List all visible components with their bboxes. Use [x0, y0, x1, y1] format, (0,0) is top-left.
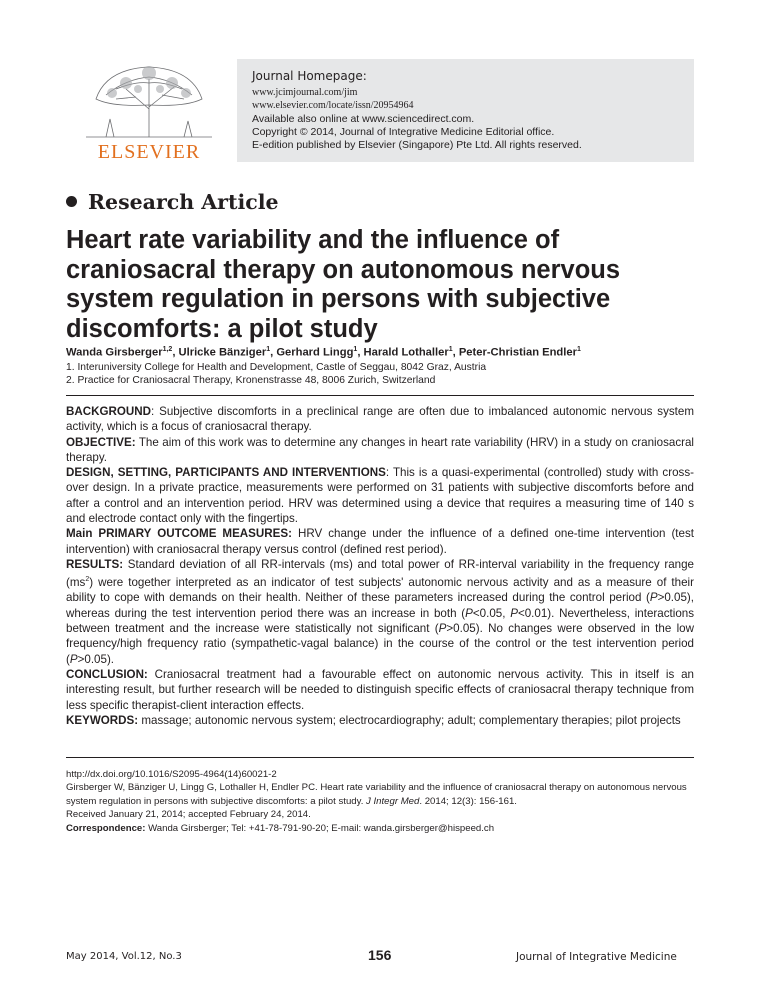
keywords-label: KEYWORDS: [66, 713, 139, 727]
journal-url[interactable]: www.jcimjournal.com/jim [252, 87, 358, 98]
page-number: 156 [368, 947, 392, 963]
p-value-symbol: P [438, 622, 447, 636]
abstract-keywords [66, 713, 694, 728]
doi-link[interactable]: http://dx.doi.org/10.1016/S2095-4964(14)60021-2 [66, 769, 277, 780]
author-affiliation-mark: 1 [576, 346, 581, 353]
journal-abbrev: J Integr Med [366, 795, 420, 807]
p-value-symbol: P [649, 591, 658, 605]
results-text: <0.05, [472, 606, 511, 620]
reference [66, 781, 694, 808]
divider [66, 757, 694, 758]
p-value-symbol: P [69, 652, 78, 666]
author-name: Wanda Girsberger [66, 346, 163, 359]
author-name: Harald Lothaller [363, 346, 449, 359]
results-text: >0.05). No changes were observed in the low frequency/high frequency ratio (sympathetic-vagal balance) in the course of the control or the test intervention period ( [66, 622, 695, 666]
objective-text: The aim of this work was to determine any changes in heart rate variability (HRV) in a study on craniosacral therapy. [66, 435, 694, 464]
journal-info-box [237, 59, 694, 162]
results-label: RESULTS: [66, 557, 124, 571]
abstract-objective [66, 435, 694, 466]
affiliation-2: 2. Practice for Craniosacral Therapy, Kronenstrasse 48, 8006 Zurich, Switzerland [66, 375, 436, 386]
received-dates: Received January 21, 2014; accepted February 24, 2014. [66, 809, 311, 821]
results-text: ) were together interpreted as an indicator of test subjects' autonomic nervous activity and as a measure of their ability to cope with demands on their health. Neither of these parameters increased during the control period ( [66, 576, 694, 605]
design-text: : This is a quasi-experimental (controlled) study with cross-over design. In a private practice, measurements were performed on 31 patients with subjective discomforts before and after a control and an intervention period. HRV was determined using a device that requires a measuring time of 140 s and electrode contact only with the fingertips. [66, 466, 694, 526]
p-value-symbol: P [465, 606, 473, 620]
superscript: 2 [85, 576, 90, 584]
abstract [66, 404, 694, 728]
correspondence [66, 822, 694, 835]
background-text: : Subjective discomforts in a preclinical range are often due to imbalanced autonomic nervous system activity, which is a focus of craniosacral therapy. [66, 405, 694, 434]
edition-line: E-edition published by Elsevier (Singapore) Pte Ltd. All rights reserved. [252, 139, 582, 151]
keywords-text: massage; autonomic nervous system; electrocardiography; adult; complementary therapies; pilot projects [138, 713, 681, 727]
homepage-label: Journal Homepage: [252, 69, 367, 83]
author-name: Ulricke Bänziger [178, 346, 267, 359]
correspondence-label: Correspondence: [66, 822, 146, 834]
abstract-conclusion [66, 667, 694, 713]
available-online: Available also online at www.sciencedirect.com. [252, 113, 475, 125]
abstract-outcome [66, 526, 694, 557]
abstract-design [66, 465, 694, 526]
bullet-icon [66, 196, 77, 207]
p-value-symbol: P [510, 606, 518, 620]
section-label [66, 190, 279, 214]
background-label: BACKGROUND [66, 405, 152, 418]
author-affiliation-mark: 1,2 [162, 346, 173, 353]
results-text: >0.05), whereas during the test intervention period there was an increase in both ( [66, 591, 694, 620]
divider [66, 395, 694, 396]
elsevier-url[interactable]: www.elsevier.com/locate/issn/20954964 [252, 100, 414, 111]
objective-label: OBJECTIVE: [66, 435, 136, 449]
outcome-text: HRV change under the influence of a defined one-time intervention (test intervention) with craniosacral therapy versus control (defined rest period). [66, 527, 694, 556]
outcome-label: Main PRIMARY OUTCOME MEASURES: [66, 527, 292, 541]
publisher-name: ELSEVIER [97, 141, 201, 163]
correspondence-text: Wanda Girsberger; Tel: +41-78-791-90-20; E-mail: wanda.girsberger@hispeed.ch [145, 822, 495, 834]
reference-volume: . 2014; 12(3): 156-161. [419, 795, 517, 807]
author-name: Peter-Christian Endler [458, 346, 577, 359]
citation-block [66, 768, 694, 835]
reference-text: Girsberger W, Bänziger U, Lingg G, Lothaller H, Endler PC. Heart rate variability and the influence of craniosacral therapy on autonomous nervous system regulation in persons with subjective discomforts: a pilot study. [66, 782, 687, 807]
issue-info: May 2014, Vol.12, No.3 [66, 951, 182, 962]
author-affiliation-mark: 1 [266, 346, 271, 353]
author-affiliation-mark: 1 [448, 346, 453, 353]
author-list: Wanda Girsberger$^{1,2}$, Ulricke Bänziger$^1$, Gerhard Lingg$^1$, Harald Lothaller$^1$, Peter-Christian Endler$^1$ [66, 346, 581, 359]
abstract-background [66, 404, 694, 435]
abstract-results [66, 557, 694, 667]
article-title: Heart rate variability and the influence of craniosacral therapy on autonomous nervous system regulation in persons with subjective discomforts: a pilot study [66, 226, 621, 343]
results-text: >0.05). [77, 652, 115, 666]
section-label-text: Research Article [88, 190, 279, 214]
conclusion-label: CONCLUSION: [66, 667, 148, 681]
author-affiliation-mark: 1 [353, 346, 358, 353]
author-name: Gerhard Lingg [276, 346, 354, 359]
results-text: <0.01). Nevertheless, interactions between treatment and the increase were statistically not significant ( [66, 606, 695, 636]
journal-name: Journal of Integrative Medicine [516, 951, 677, 963]
conclusion-text: Craniosacral treatment had a favourable effect on autonomic nervous activity. This in itself is an interesting result, but further research will be needed to distinguish specific effects of craniosacral therapy technique from less specific therapist-client interaction effects. [66, 667, 694, 712]
affiliation-1: 1. Interuniversity College for Health and Development, Castle of Seggau, 8042 Graz, Austria [66, 362, 487, 373]
results-text: Standard deviation of all RR-intervals (ms) and total power of RR-interval variability in the frequency range (ms [66, 557, 694, 590]
design-label: DESIGN, SETTING, PARTICIPANTS AND INTERVENTIONS [66, 466, 386, 480]
copyright-line: Copyright © 2014, Journal of Integrative Medicine Editorial office. [252, 126, 555, 138]
